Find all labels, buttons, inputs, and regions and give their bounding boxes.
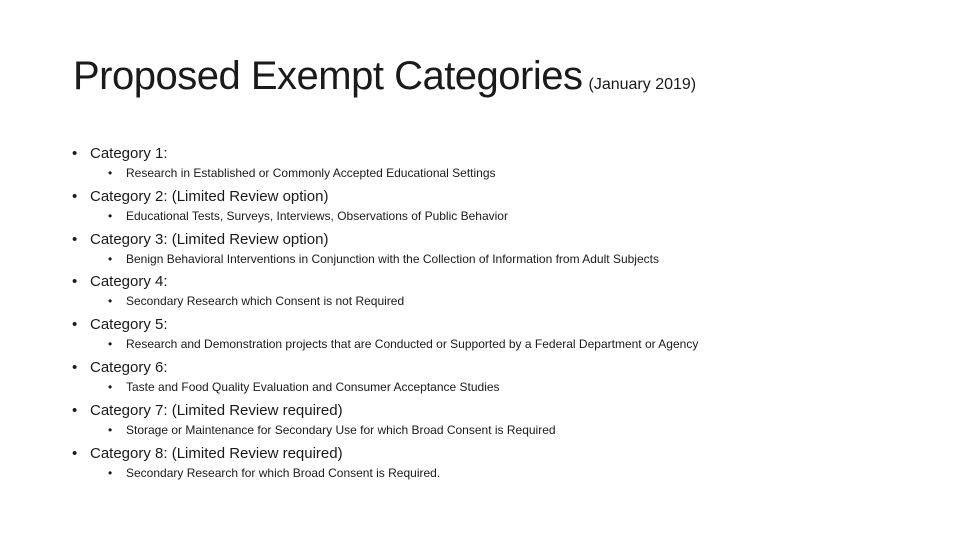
category-detail: Taste and Food Quality Evaluation and Consumer Acceptance Studies [126, 379, 500, 394]
category-detail: Secondary Research which Consent is not Required [126, 294, 405, 309]
category-detail: Benign Behavioral Interventions in Conjunction with the Collection of Information from Adult Subjects [126, 251, 659, 266]
category-label: Category 3: (Limited Review option) [90, 230, 329, 248]
bullet-icon: • [108, 379, 113, 394]
category-label: Category 1: [90, 145, 168, 162]
bullet-icon: • [108, 337, 113, 352]
bullet-icon: • [108, 166, 113, 180]
category-label: Category 7: (Limited Review required) [90, 401, 343, 419]
bullet-icon: • [108, 294, 113, 309]
bullet-icon: • [72, 316, 78, 334]
title-date: (January 2019) [588, 76, 697, 93]
bullet-icon: • [108, 208, 113, 223]
category-detail: Research and Demonstration projects that are Conducted or Supported by a Federal Department or Agency [126, 337, 699, 352]
bullet-icon: • [108, 422, 113, 437]
category-label: Category 4: [90, 273, 168, 291]
bullet-icon: • [72, 358, 78, 376]
category-detail: Storage or Maintenance for Secondary Use for which Broad Consent is Required [126, 422, 556, 437]
bullet-icon: • [72, 444, 78, 462]
category-detail: Educational Tests, Surveys, Interviews, Observations of Public Behavior [126, 208, 508, 223]
bullet-icon: • [72, 230, 78, 248]
title-text: Proposed Exempt Categories [73, 54, 583, 98]
slide-title [73, 54, 696, 98]
category-detail: Research in Established or Commonly Accepted Educational Settings [126, 166, 496, 180]
category-label: Category 5: [90, 316, 168, 334]
bullet-icon: • [108, 251, 113, 266]
category-label: Category 8: (Limited Review required) [90, 444, 343, 462]
bullet-icon: • [72, 145, 78, 162]
category-label: Category 6: [90, 358, 168, 376]
category-label: Category 2: (Limited Review option) [90, 187, 329, 205]
bullet-icon: • [108, 465, 113, 480]
bullet-icon: • [72, 401, 78, 419]
category-detail: Secondary Research for which Broad Consent is Required. [126, 465, 441, 480]
bullet-icon: • [72, 273, 78, 291]
bullet-icon: • [72, 187, 78, 205]
